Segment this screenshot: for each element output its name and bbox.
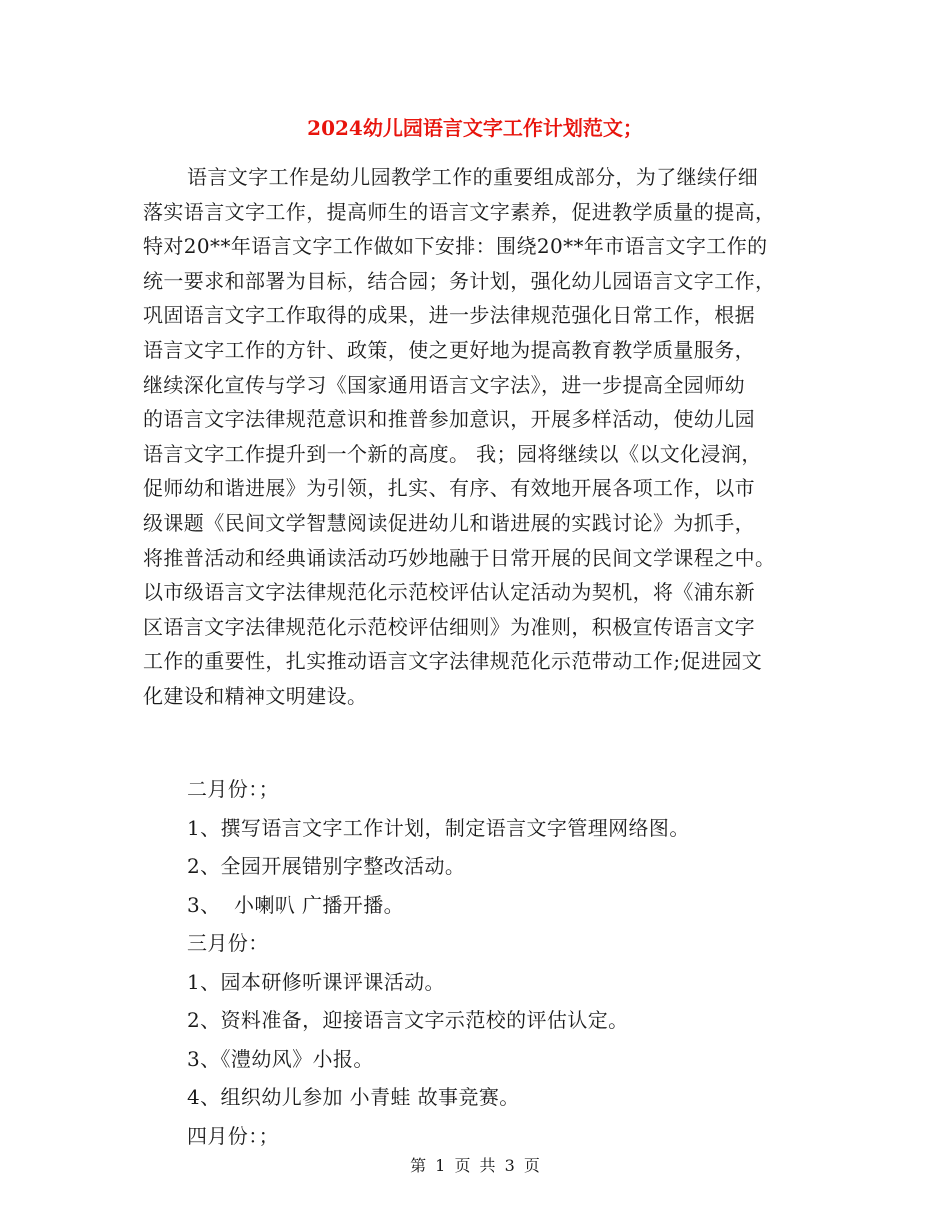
paragraph-line: 巩固语言文字工作取得的成果，进一步法律规范强化日常工作，根据 (143, 303, 755, 328)
page-footer: 第 1 页 共 3 页 (410, 1156, 540, 1175)
list-item: 2、资料准备，迎接语言文字示范校的评估认定。 (187, 1008, 629, 1032)
month-heading: 四月份：； (187, 1123, 279, 1148)
list-item: 2、全园开展错别字整改活动。 (187, 854, 466, 878)
paragraph-line: 化建设和精神文明建设。 (143, 683, 368, 708)
paragraph-line: 的语言文字法律规范意识和推普参加意识，开展多样活动，使幼儿园 (143, 407, 755, 432)
list-item: 3、《澧幼风》小报。 (187, 1046, 374, 1071)
month-heading: 二月份：； (187, 777, 279, 801)
schedule-list (187, 770, 807, 1155)
paragraph-line: 语言文字工作的方针、政策，使之更好地为提高教育教学质量服务， (143, 337, 755, 362)
paragraph-line: 统一要求和部署为目标，结合园；务计划，强化幼儿园语言文字工作， (143, 268, 776, 293)
paragraph-line: 区语言文字法律规范化示范校评估细则》为准则，积极宣传语言文字 (143, 614, 755, 639)
document-title: 2024幼儿园语言文字工作计划范文； (307, 116, 643, 140)
intro-paragraph (143, 160, 807, 714)
paragraph-line: 工作的重要性，扎实推动语言文字法律规范化示范带动工作;促进园文 (143, 649, 763, 674)
list-item: 1、撰写语言文字工作计划，制定语言文字管理网络图。 (187, 815, 690, 840)
paragraph-line: 继续深化宣传与学习《国家通用语言文字法》，进一步提高全园师幼 (143, 372, 745, 397)
paragraph-line: 特对20**年语言文字工作做如下安排：围绕20**年市语言文字工作的 (143, 234, 768, 259)
month-heading: 三月份： (187, 931, 269, 955)
paragraph-line: 级课题《民间文学智慧阅读促进幼儿和谐进展的实践讨论》为抓手， (143, 510, 755, 535)
paragraph-line: 语言文字工作是幼儿园教学工作的重要组成部分，为了继续仔细 (187, 165, 759, 189)
paragraph-line: 语言文字工作提升到一个新的高度。 我；园将继续以《以文化浸润， (143, 441, 762, 466)
paragraph-line: 将推普活动和经典诵读活动巧妙地融于日常开展的民间文学课程之中。 (143, 545, 776, 570)
paragraph-line: 促师幼和谐进展》为引领，扎实、有序、有效地开展各项工作，以市 (143, 476, 755, 501)
list-item: 4、组织幼儿参加 小青蛙 故事竞赛。 (187, 1085, 520, 1109)
paragraph-line: 落实语言文字工作，提高师生的语言文字素养，促进教学质量的提高， (143, 199, 776, 224)
list-item: 1、园本研修听课评课活动。 (187, 969, 445, 994)
paragraph-line: 以市级语言文字法律规范化示范校评估认定活动为契机，将《浦东新 (143, 580, 755, 605)
list-item: 3、 小喇叭 广播开播。 (187, 892, 404, 917)
